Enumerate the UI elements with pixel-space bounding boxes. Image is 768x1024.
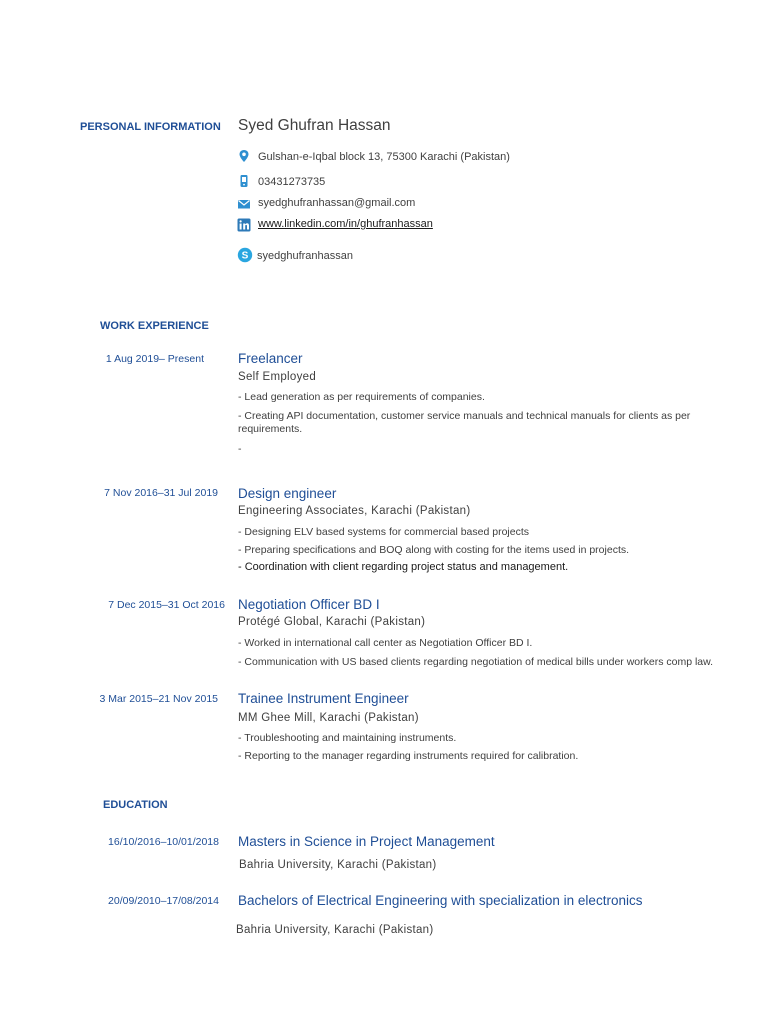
job-bullet: - Lead generation as per requirements of companies.: [238, 391, 485, 403]
job-title: Trainee Instrument Engineer: [238, 691, 409, 706]
job-bullet: - Troubleshooting and maintaining instruments.: [238, 732, 457, 744]
job-title: Design engineer: [238, 486, 337, 501]
svg-text:S: S: [241, 250, 249, 262]
work-experience-heading: WORK EXPERIENCE: [100, 320, 209, 332]
institution: Bahria University, Karachi (Pakistan): [239, 859, 437, 871]
job-bullet: - Communication with US based clients regarding negotiation of medical bills under workers comp law.: [238, 656, 714, 668]
job-employer: Engineering Associates, Karachi (Pakistan): [238, 505, 471, 517]
skype-text: syedghufranhassan: [257, 250, 354, 262]
job-bullet: - Preparing specifications and BOQ along with costing for the items used in projects.: [238, 544, 630, 556]
job-date: 7 Dec 2015–31 Oct 2016: [108, 599, 225, 611]
education-date: 16/10/2016–10/01/2018: [108, 836, 219, 848]
phone-icon: [237, 174, 251, 188]
job-employer: MM Ghee Mill, Karachi (Pakistan): [238, 712, 419, 724]
education-date: 20/09/2010–17/08/2014: [108, 895, 219, 907]
linkedin-link[interactable]: www.linkedin.com/in/ghufranhassan: [258, 218, 433, 230]
email-icon: [237, 197, 251, 211]
job-bullet: - Worked in international call center as Negotiation Officer BD I.: [238, 637, 533, 649]
job-date: 7 Nov 2016–31 Jul 2019: [104, 487, 218, 499]
job-date: 3 Mar 2015–21 Nov 2015: [99, 693, 218, 705]
job-title: Freelancer: [238, 351, 303, 366]
job-bullet: - Coordination with client regarding project status and management.: [238, 561, 569, 573]
education-heading: EDUCATION: [103, 799, 168, 811]
institution: Bahria University, Karachi (Pakistan): [236, 924, 434, 936]
job-date: 1 Aug 2019– Present: [105, 353, 204, 365]
job-employer: Self Employed: [238, 371, 317, 383]
job-title: Negotiation Officer BD I: [238, 597, 380, 612]
degree-title: Masters in Science in Project Management: [238, 834, 495, 849]
job-bullet: -: [238, 443, 242, 455]
address-text: Gulshan-e-Iqbal block 13, 75300 Karachi (Pakistan): [258, 151, 510, 163]
skype-icon: [237, 247, 253, 263]
phone-text[interactable]: 03431273735: [258, 176, 326, 188]
job-bullet: - Creating API documentation, customer service manuals and technical manuals for clients as per requirements.: [238, 410, 691, 435]
job-bullet: - Reporting to the manager regarding instruments required for calibration.: [238, 750, 579, 762]
linkedin-icon: [237, 218, 251, 232]
email-text[interactable]: syedghufranhassan@gmail.com: [258, 197, 416, 209]
person-name: Syed Ghufran Hassan: [238, 117, 391, 134]
job-employer: Protégé Global, Karachi (Pakistan): [238, 616, 426, 628]
location-pin-icon: [237, 149, 251, 163]
job-bullet: - Designing ELV based systems for commercial based projects: [238, 526, 530, 538]
degree-title: Bachelors of Electrical Engineering with specialization in electronics: [238, 893, 643, 908]
personal-info-heading: PERSONAL INFORMATION: [80, 121, 221, 133]
